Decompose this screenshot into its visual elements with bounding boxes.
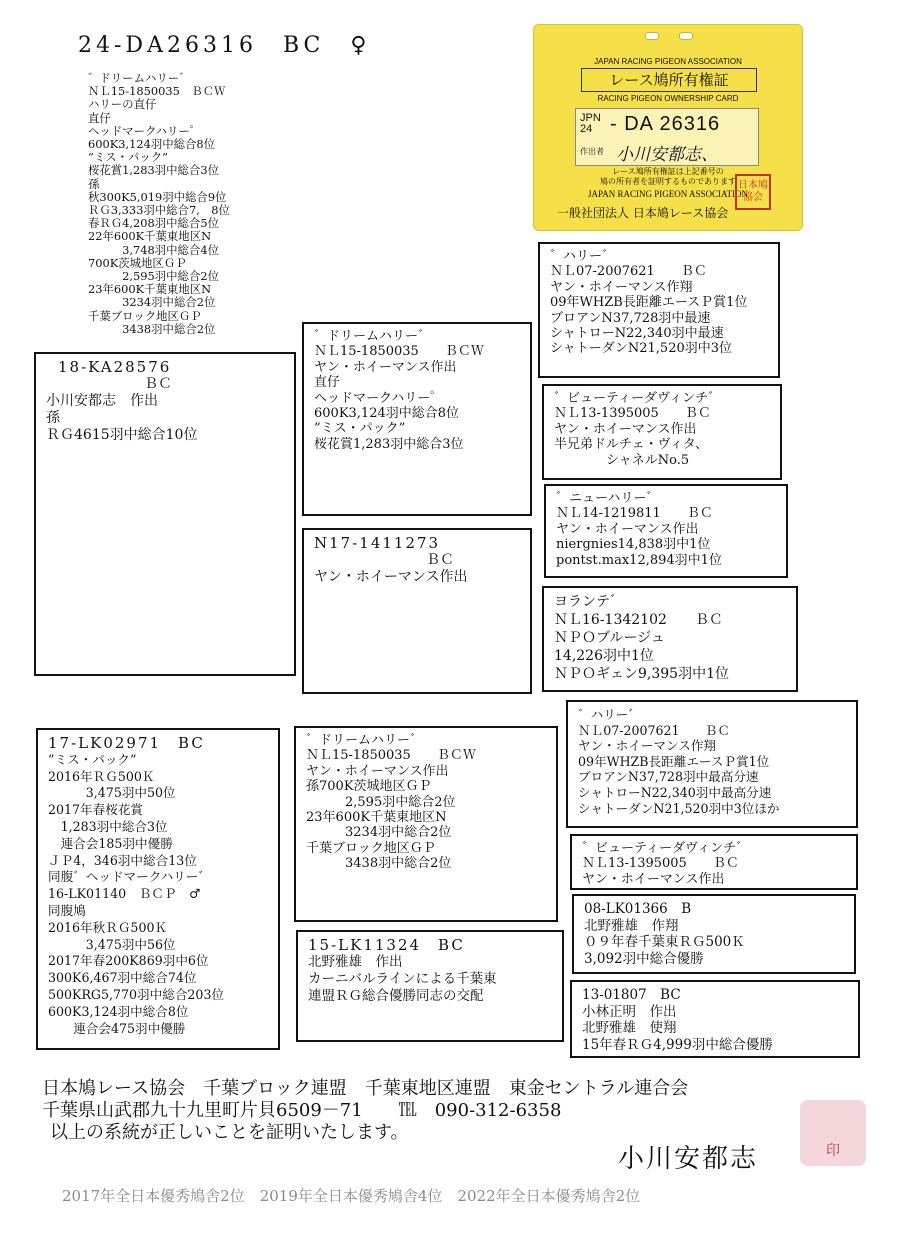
dam-line: 600K3,124羽中総合8位: [48, 1003, 189, 1019]
sire-line: 小川安都志 作出: [46, 393, 158, 409]
sire-dam-box: [302, 528, 532, 694]
pedigree-line: niergnies14,838羽中1位: [556, 537, 711, 553]
sire-ring: 18-KA28576: [58, 358, 172, 376]
pedigree-line: 3,092羽中総合優勝: [584, 950, 704, 967]
ssd-box: [542, 384, 782, 480]
dam-box: [36, 728, 280, 1050]
card-punch-hole: [679, 32, 693, 40]
pedigree-line: 連盟ＲＧ総合優勝同志の交配: [308, 988, 484, 1004]
dam-line: 3,475羽中50位: [48, 785, 176, 801]
pedigree-line: ヤン・ホイーマンス作出: [306, 763, 449, 779]
pedigree-line: カーニバルラインによる千葉東: [308, 971, 497, 987]
note-line: 23年600K千葉東地区N: [88, 282, 212, 297]
dds-box: [572, 894, 856, 974]
pedigree-line: ＮＰＯブルージュ: [554, 630, 665, 646]
note-line: 600K3,124羽中総合8位: [88, 137, 216, 152]
pedigree-line: ヤン・ホイーマンス作出: [314, 359, 457, 375]
pigeon-ring-title: 24-DA26316 BC ♀: [78, 33, 371, 58]
pedigree-notes: [88, 72, 230, 336]
pedigree-line: ０９年春千葉東ＲＧ500Ｋ: [584, 934, 745, 950]
footer-certification: 以上の系統が正しいことを証明いたします。: [50, 1122, 409, 1143]
pedigree-line: 北野雅雄 作出: [308, 954, 403, 970]
pedigree-line: 15年春ＲＧ4,999羽中総合優勝: [582, 1036, 773, 1053]
dam-line: 300K6,467羽中総合74位: [48, 970, 197, 986]
note-line: 700K茨城地区ＧＰ: [88, 255, 187, 270]
note-line: 3234羽中総合2位: [88, 295, 216, 310]
card-title: レース鳩所有権証: [581, 68, 757, 92]
sire-box: [34, 352, 296, 676]
pedigree-line: シャトーダンN21,520羽中3位ほか: [578, 800, 780, 816]
footer-associations: 日本鳩レース協会 千葉ブロック連盟 千葉東地区連盟 東金セントラル連合会: [42, 1078, 689, 1099]
pedigree-line: 09年WHZB長距離エースＰ賞1位: [578, 753, 770, 769]
pedigree-line: 08-LK01366 B: [584, 901, 692, 917]
pedigree-line: 直仔: [314, 375, 341, 391]
sire-line: ＲＧ4615羽中総合10位: [46, 427, 198, 443]
card-org-english-2: JAPAN RACING PIGEON ASSOCIATION: [588, 189, 748, 199]
note-line: ヘッドマークハリー゜: [88, 123, 202, 138]
card-ring-field: [575, 108, 759, 166]
dsd-box: [570, 834, 858, 890]
footer-address: 千葉県山武郡九十九里町片貝6509－71 ℡ 090-312-6358: [42, 1100, 562, 1121]
note-line: 千葉ブロック地区ＧＰ: [88, 308, 202, 323]
note-line: 春ＲＧ4,208羽中総合5位: [88, 216, 219, 231]
pedigree-line: ヤン・ホイーマンス作出: [554, 421, 697, 437]
note-line: ＲＧ3,333羽中総合7, 8位: [88, 203, 230, 218]
pedigree-line: ヘッドマークハリー゜: [314, 390, 444, 406]
pedigree-line: ゛ビューティーダヴィンチ゛: [554, 391, 722, 406]
pedigree-line: シャトーダンN21,520羽中3位: [550, 341, 733, 357]
pedigree-line: ヤン・ホイーマンス作出: [314, 569, 468, 585]
dam-line: 2017年春200K869羽中6位: [48, 953, 209, 969]
card-seal: 日本鳩 協会: [735, 174, 771, 210]
dam-line: ”ミス・パック”: [48, 751, 137, 767]
note-line: ハリーの直仔: [88, 97, 157, 112]
sss-box: [538, 242, 780, 378]
dam-ring: 17-LK02971 BC: [48, 734, 205, 752]
pedigree-line: ゛ビューティーダヴィンチ゛: [582, 841, 750, 856]
card-note: レース鳩所有権証は上記番号の 鳩の所有者を証明するものであります: [600, 167, 736, 186]
pedigree-line: pontst.max12,894羽中1位: [556, 552, 722, 568]
dss-box: [566, 700, 858, 828]
pedigree-line: 23年600K千葉東地区N: [306, 810, 447, 826]
dam-dam-box: [296, 930, 564, 1042]
pedigree-line: ＮＬ13-1395005 ＢＣ: [554, 406, 711, 422]
note-line: 3,748羽中総合4位: [88, 242, 219, 257]
pedigree-line: ＮＰＯギェン9,395羽中1位: [554, 666, 729, 682]
hanko-seal: 印: [800, 1100, 866, 1166]
dam-line: 2016年秋ＲＧ500Ｋ: [48, 919, 168, 935]
pedigree-line: 北野雅雄 使翔: [582, 1020, 677, 1036]
card-org-japanese: 一般社団法人 日本鳩レース協会: [557, 206, 729, 220]
dam-line: ＪＰ4，346羽中総合13位: [48, 852, 197, 868]
pedigree-line: 13-01807 BC: [582, 987, 681, 1003]
card-punch-hole: [645, 32, 659, 40]
pedigree-line: ゛ハリー゛: [550, 249, 616, 264]
note-line: 3438羽中総合2位: [88, 321, 216, 336]
pedigree-line: ゛ドリームハリー゛: [314, 329, 432, 344]
pedigree-line: ＮＬ15-1850035 ＢＣＷ: [314, 344, 484, 360]
pedigree-line: 15-LK11324 BC: [308, 936, 465, 954]
dam-line: 連合会475羽中優勝: [48, 1020, 186, 1036]
note-line: 桜花賞1,283羽中総合3位: [88, 163, 219, 178]
note-line: 2,595羽中総合2位: [88, 269, 219, 284]
sire-sire-box: [302, 322, 532, 516]
dam-line: 同腹鳩: [48, 902, 86, 918]
note-line: ＮＬ15-1850035 ＢＣＷ: [88, 84, 226, 99]
pedigree-line: 千葉ブロック地区ＧＰ: [306, 840, 436, 856]
pedigree-line: ”ミス・パック”: [314, 421, 406, 437]
signer-name: 小川安都志: [618, 1144, 759, 1174]
pedigree-line: 3234羽中総合2位: [306, 825, 452, 841]
pedigree-line: 09年WHZB長距離エースＰ賞1位: [550, 295, 748, 311]
sire-line: 孫: [46, 410, 60, 426]
dam-line: 500KRG5,770羽中総合203位: [48, 986, 225, 1002]
note-line: ゛ドリームハリー゛: [88, 71, 191, 85]
dam-line: 3,475羽中56位: [48, 936, 176, 952]
card-ring-number: - DA 26316: [610, 113, 721, 135]
pedigree-line: ＮＬ07-2007621 ＢＣ: [550, 264, 707, 280]
card-jpn-year: JPN 24: [580, 112, 601, 135]
pedigree-line: ＢＣ: [314, 552, 454, 568]
pedigree-line: ヤン・ホイーマンス作出: [556, 521, 699, 537]
loft-awards: 2017年全日本優秀鳩舎2位 2019年全日本優秀鳩舎4位 2022年全日本優秀鳩舎2位: [62, 1187, 641, 1205]
certification-footer: [42, 1078, 688, 1144]
dam-line: 16-LK01140 ＢＣＰ ♂: [48, 886, 201, 902]
pedigree-line: 小林正明 作出: [582, 1003, 677, 1020]
note-line: 直仔: [88, 110, 111, 125]
pedigree-line: ヤン・ホイーマンス作翔: [578, 738, 717, 754]
card-subtitle: RACING PIGEON OWNERSHIP CARD: [597, 94, 739, 103]
pedigree-line: ヨランテ゛: [554, 594, 624, 610]
card-owner-label: 作出者: [580, 147, 604, 156]
dam-line: 同腹゛ヘッドマークハリー゛: [48, 869, 211, 885]
card-org-english: JAPAN RACING PIGEON ASSOCIATION: [594, 57, 742, 66]
note-line: 孫: [88, 176, 100, 191]
card-owner-name: 小川安都志、: [616, 145, 718, 165]
pedigree-line: ＮＬ14-1219811 ＢＣ: [556, 506, 713, 522]
pedigree-line: シャトローN22,340羽中最高分速: [578, 784, 772, 800]
pedigree-line: 半兄弟ドルチェ・ヴィタ、: [554, 437, 709, 453]
ownership-card: [533, 24, 803, 231]
dam-sire-box: [294, 726, 558, 922]
pedigree-line: ＮＬ16-1342102 ＢＣ: [554, 612, 723, 628]
pedigree-line: シャトローN22,340羽中最速: [550, 326, 724, 342]
note-line: ”ミス・パック”: [88, 150, 168, 165]
dam-line: 1,283羽中総合3位: [48, 818, 168, 834]
pedigree-line: ＮＬ15-1850035 ＢＣＷ: [306, 748, 476, 764]
pedigree-line: ヤン・ホイーマンス作出: [582, 871, 725, 887]
dam-line: 2017年春桜花賞: [48, 802, 144, 818]
pedigree-line: ＮＬ13-1395005 ＢＣ: [582, 856, 739, 872]
pedigree-line: 3438羽中総合2位: [306, 856, 452, 872]
pedigree-line: 2,595羽中総合2位: [306, 794, 456, 810]
pedigree-line: 600K3,124羽中総合8位: [314, 406, 460, 422]
pedigree-line: N17-1411273: [314, 534, 441, 552]
pedigree-line: ＮＬ07-2007621 ＢＣ: [578, 722, 730, 738]
sdd-box: [542, 586, 798, 692]
pedigree-line: ゛ニューハリー゛: [556, 491, 660, 506]
ddd-box: [570, 980, 860, 1058]
pedigree-line: ゛ハリー゛: [578, 707, 641, 722]
sds-box: [544, 484, 788, 578]
dam-line: 2016年ＲＧ500Ｋ: [48, 768, 155, 784]
pedigree-line: シャネルNo.5: [554, 452, 690, 468]
pedigree-line: 14,226羽中1位: [554, 648, 654, 664]
sire-line: ＢＣ: [46, 376, 172, 392]
pedigree-line: ヤン・ホイーマンス作翔: [550, 279, 693, 295]
note-line: 22年600K千葉東地区N: [88, 229, 212, 244]
note-line: 秋300K5,019羽中総合9位: [88, 189, 227, 204]
pedigree-line: ゛ドリームハリー゛: [306, 733, 424, 748]
pedigree-line: 桜花賞1,283羽中総合3位: [314, 436, 464, 452]
pedigree-line: 北野雅雄 作翔: [584, 917, 679, 934]
dam-line: 連合会185羽中優勝: [48, 835, 173, 851]
pedigree-line: ブロアンN37,728羽中最速: [550, 310, 711, 326]
pedigree-line: 孫700K茨城地区ＧＰ: [306, 779, 432, 795]
pedigree-line: ブロアンN37,728羽中最高分速: [578, 769, 759, 785]
